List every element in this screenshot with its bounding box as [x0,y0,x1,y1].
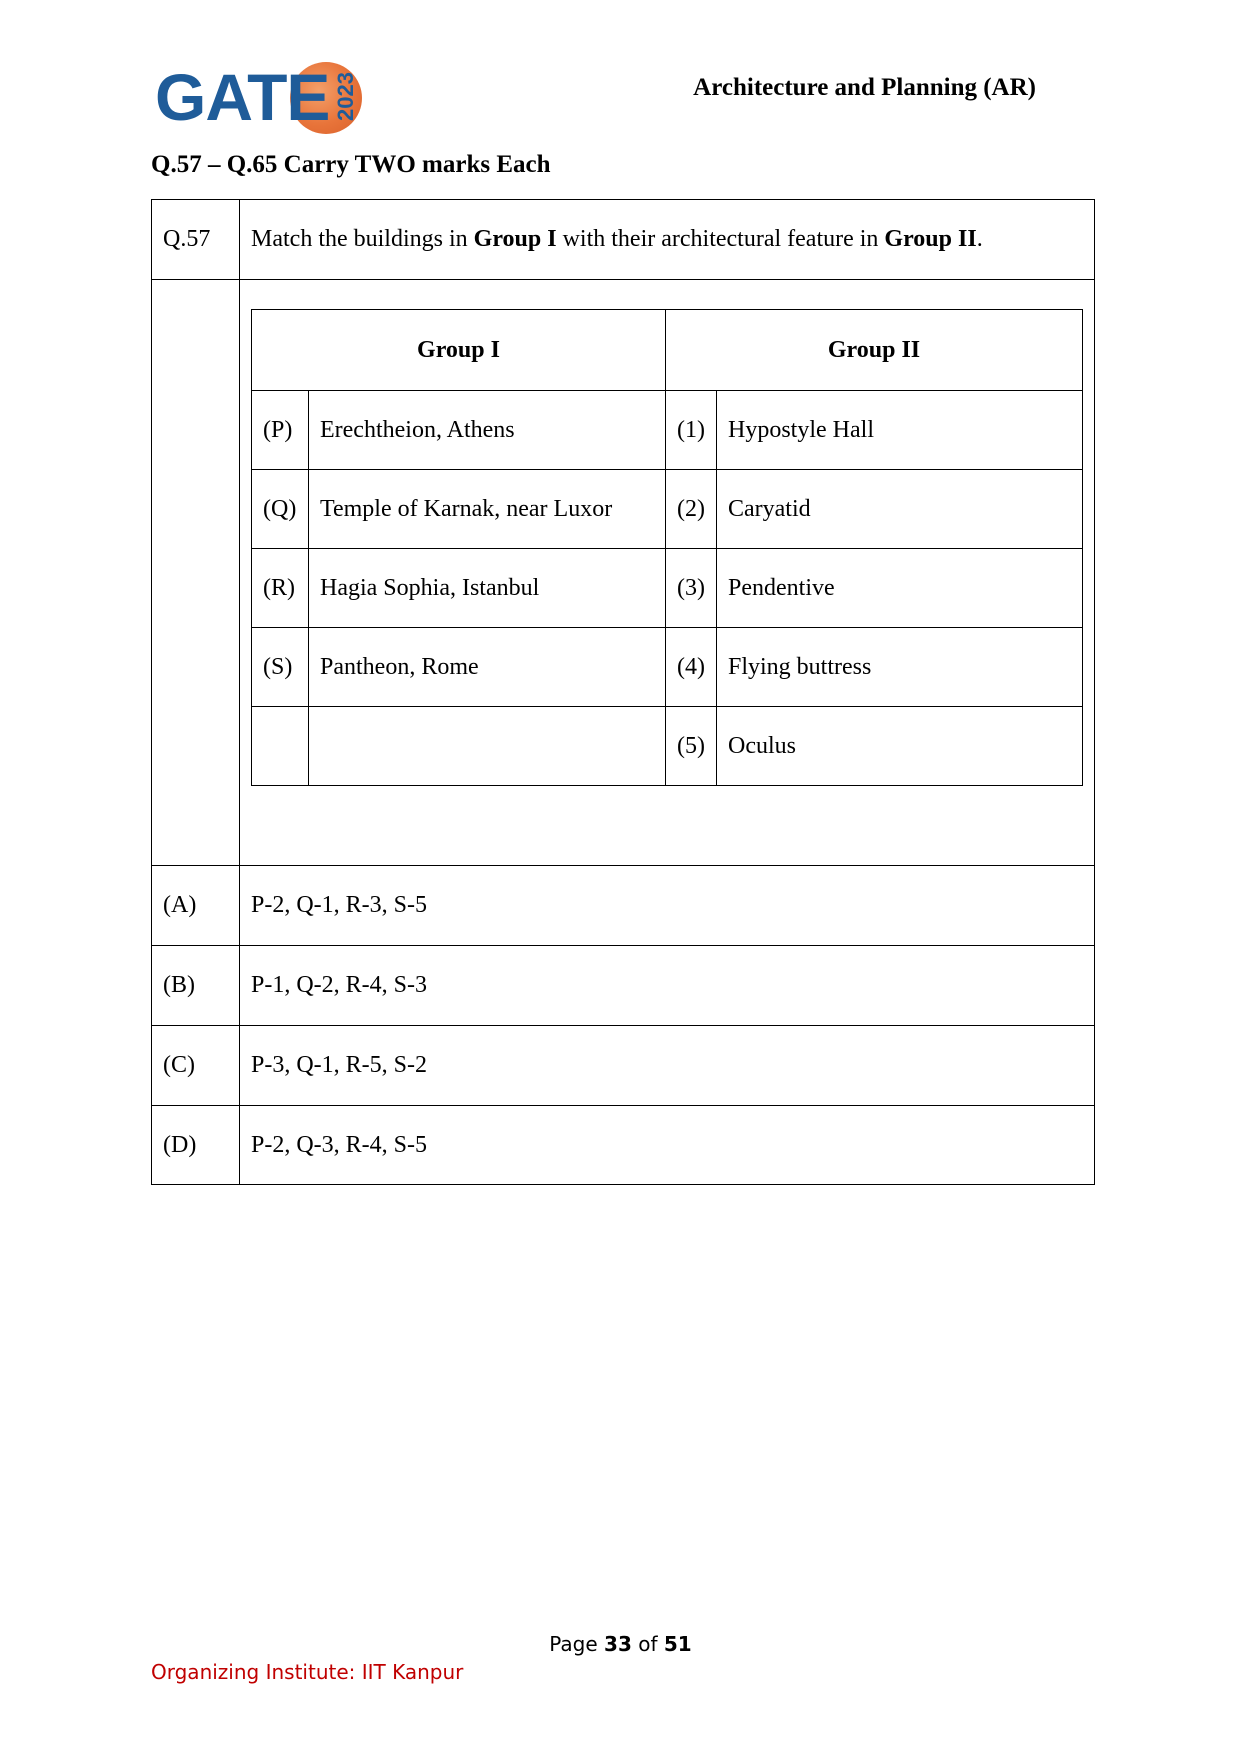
match-row [252,707,1083,786]
group1-label: (R) [252,549,309,628]
group2-item: Oculus [717,707,1083,786]
group2-label: (4) [666,628,717,707]
section-title: Q.57 – Q.65 Carry TWO marks Each [151,151,551,178]
group2-item: Pendentive [717,549,1083,628]
group2-label: (5) [666,707,717,786]
gate-logo [155,60,365,140]
organizer-text: Organizing Institute: IIT Kanpur [151,1660,464,1684]
group1-label [252,707,309,786]
group2-item: Hypostyle Hall [717,391,1083,470]
option-text: P-2, Q-3, R-4, S-5 [240,1106,1095,1185]
match-row [252,470,1083,549]
group1-label: (Q) [252,470,309,549]
group1-header: Group I [252,310,666,391]
group1-item: Hagia Sophia, Istanbul [309,549,666,628]
option-row-a [152,866,1095,946]
option-text: P-1, Q-2, R-4, S-3 [240,946,1095,1026]
group2-label: (3) [666,549,717,628]
group1-label: (S) [252,628,309,707]
match-table-cell [240,280,1095,866]
option-label: (C) [152,1026,240,1106]
option-text: P-3, Q-1, R-5, S-2 [240,1026,1095,1106]
group1-label: (P) [252,391,309,470]
question-table [151,199,1095,1185]
match-table [251,309,1083,786]
subject-title: Architecture and Planning (AR) [693,74,1036,101]
match-row [252,628,1083,707]
group1-item: Pantheon, Rome [309,628,666,707]
option-label: (A) [152,866,240,946]
page-number: Page 33 of 51 [549,1632,692,1656]
group1-item [309,707,666,786]
group2-label: (1) [666,391,717,470]
group1-item: Erechtheion, Athens [309,391,666,470]
logo-year: 2023 [333,72,358,121]
group2-item: Flying buttress [717,628,1083,707]
group2-header: Group II [666,310,1083,391]
match-row [252,391,1083,470]
group2-item: Caryatid [717,470,1083,549]
option-label: (B) [152,946,240,1026]
logo-text: GATE [155,60,330,134]
group2-label: (2) [666,470,717,549]
option-row-d [152,1106,1095,1185]
option-row-b [152,946,1095,1026]
question-text: Match the buildings in Group I with their architectural feature in Group II. [240,200,1095,280]
question-number: Q.57 [152,200,240,280]
group1-item: Temple of Karnak, near Luxor [309,470,666,549]
option-text: P-2, Q-1, R-3, S-5 [240,866,1095,946]
match-row [252,549,1083,628]
empty-cell [152,280,240,866]
option-label: (D) [152,1106,240,1185]
option-row-c [152,1026,1095,1106]
